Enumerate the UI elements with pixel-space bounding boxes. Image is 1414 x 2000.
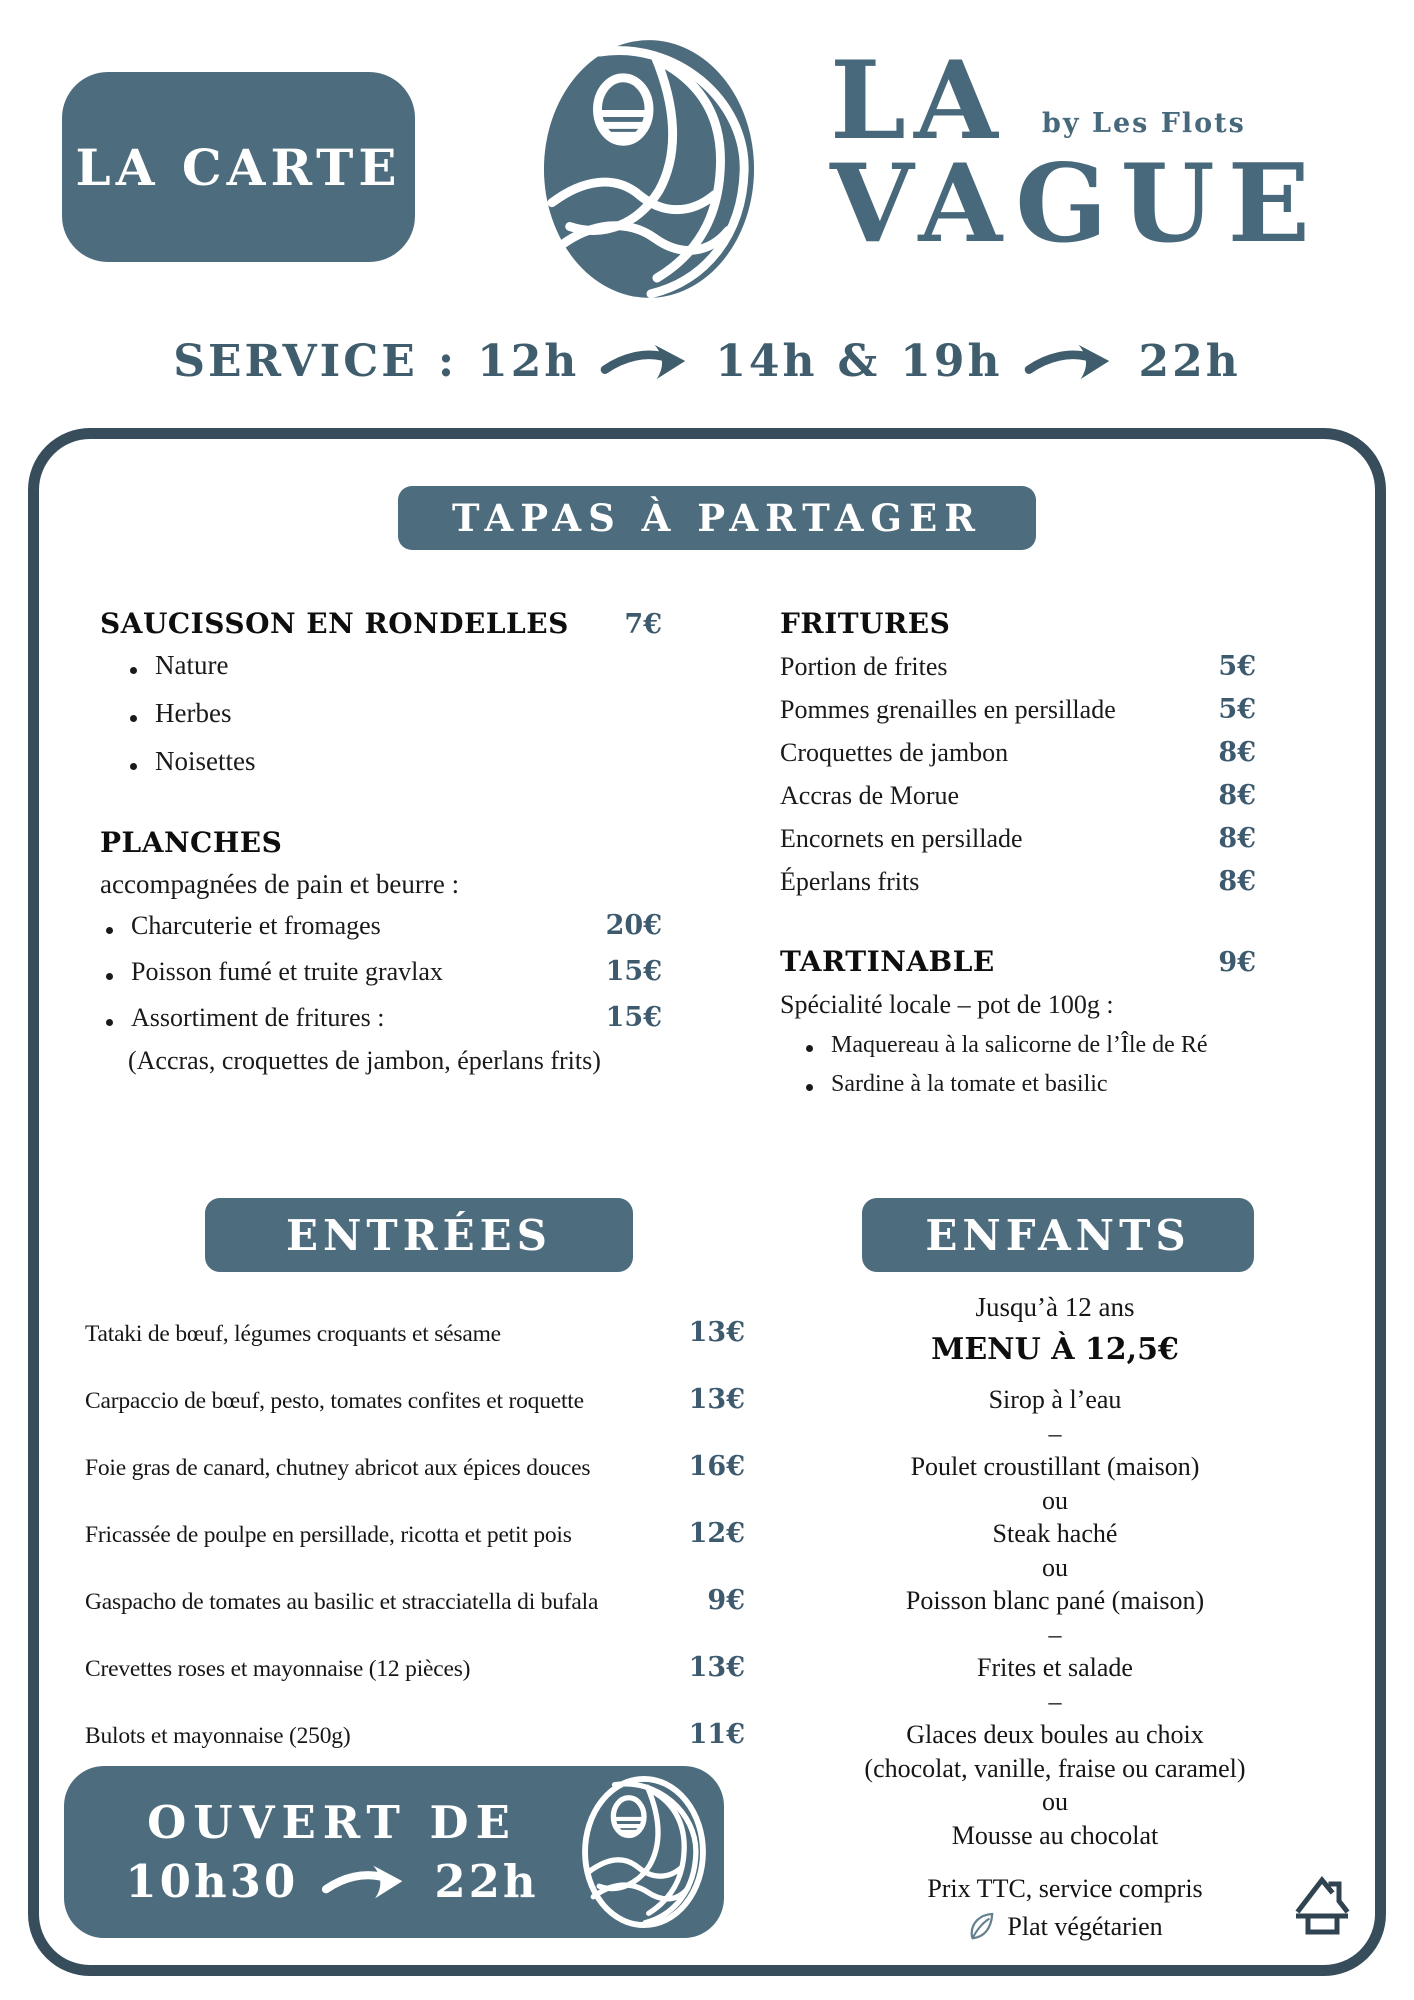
menu-item-row — [780, 779, 1256, 812]
bullet-dot-icon — [806, 1084, 813, 1091]
entrees-banner-label: ENTRÉES — [286, 1210, 552, 1260]
wave-sun-logo-outline-icon — [578, 1773, 710, 1931]
bullet-dot-icon — [106, 973, 113, 980]
opening-hours-text — [86, 1796, 578, 1908]
enfants-banner-label: ENFANTS — [925, 1210, 1191, 1260]
tapas-banner-label: TAPAS À PARTAGER — [452, 496, 982, 540]
veggie-note: Plat végétarien — [1007, 1912, 1163, 1941]
service-time-4: 22h — [1138, 336, 1241, 387]
list-item — [124, 650, 256, 681]
menu-item-label: Carpaccio de bœuf, pesto, tomates confites et roquette — [85, 1388, 584, 1414]
menu-item-price: 8€ — [1218, 780, 1256, 811]
menu-item-row — [780, 865, 1256, 898]
list-item — [800, 1032, 1268, 1059]
menu-item-row — [780, 822, 1256, 855]
saucisson-price: 7€ — [624, 609, 662, 640]
list-item — [800, 1071, 1268, 1098]
brand-line-la: LA — [830, 38, 1006, 164]
saucisson-list — [124, 650, 256, 794]
menu-item-price: 12€ — [688, 1518, 745, 1549]
menu-item-label: Portion de frites — [780, 652, 948, 681]
bullet-dot-icon — [130, 667, 137, 674]
enfants-menu-line: ou — [1042, 1485, 1068, 1515]
saucisson-title: SAUCISSON EN RONDELLES — [100, 607, 569, 640]
list-item-label: Sardine à la tomate et basilic — [831, 1071, 1108, 1097]
menu-item-row — [780, 693, 1256, 726]
list-item-label: Noisettes — [155, 746, 256, 776]
menu-item-row — [780, 650, 1256, 683]
menu-item-price: 8€ — [1218, 866, 1256, 897]
menu-item-row — [85, 1383, 745, 1418]
price-note: Prix TTC, service compris — [927, 1874, 1203, 1903]
enfants-menu-block — [805, 1292, 1305, 1852]
la-carte-badge — [62, 72, 415, 262]
list-item — [124, 746, 256, 777]
enfants-menu-line: Mousse au chocolat — [951, 1820, 1159, 1850]
menu-item-label: Croquettes de jambon — [780, 738, 1009, 767]
menu-item-label: Fricassée de poulpe en persillade, ricotta et petit pois — [85, 1522, 572, 1548]
service-time-2: 14h — [715, 336, 818, 387]
menu-item-price: 20€ — [605, 910, 662, 941]
enfants-age-note: Jusqu’à 12 ans — [975, 1292, 1135, 1322]
tartinable-header-row — [780, 945, 1256, 978]
list-item-label: Nature — [155, 650, 229, 680]
right-arrow-icon — [599, 341, 695, 383]
service-hours-line — [0, 336, 1414, 387]
bullet-dot-icon — [130, 715, 137, 722]
menu-item-label: Accras de Morue — [780, 781, 960, 810]
menu-item-label: Assortiment de fritures : — [131, 1003, 385, 1032]
bullet-dot-icon — [130, 763, 137, 770]
fritures-title: FRITURES — [780, 607, 951, 640]
tartinable-title: TARTINABLE — [780, 945, 995, 978]
menu-item-row — [85, 1517, 745, 1552]
fritures-list — [780, 650, 1256, 908]
menu-item-row — [85, 1316, 745, 1351]
enfants-menu-line: – — [1048, 1686, 1062, 1716]
menu-item-label: Bulots et mayonnaise (250g) — [85, 1723, 351, 1749]
service-ampersand: & — [837, 336, 881, 387]
opening-hours-line2 — [86, 1855, 578, 1908]
planches-title: PLANCHES — [100, 826, 283, 859]
planches-note: (Accras, croquettes de jambon, éperlans frits) — [128, 1046, 601, 1075]
enfants-menu-lines — [805, 1383, 1305, 1852]
bullet-dot-icon — [106, 927, 113, 934]
menu-item-label: Crevettes roses et mayonnaise (12 pièces) — [85, 1656, 471, 1682]
menu-item-row — [85, 1450, 745, 1485]
opening-hours-badge — [64, 1766, 724, 1938]
byline: by Les Flots — [1042, 108, 1246, 139]
enfants-menu-line: – — [1048, 1619, 1062, 1649]
enfants-menu-line: Glaces deux boules au choix — [906, 1720, 1204, 1749]
menu-item-price: 16€ — [688, 1451, 745, 1482]
menu-item-price: 13€ — [688, 1317, 745, 1348]
menu-item-price: 11€ — [688, 1719, 745, 1750]
right-arrow-icon — [1023, 341, 1119, 383]
service-label: SERVICE — [173, 336, 418, 387]
enfants-menu-line: Sirop à l’eau — [988, 1385, 1122, 1414]
enfants-menu-title: MENU À 12,5€ — [931, 1332, 1179, 1367]
enfants-menu-line: Poisson blanc pané (maison) — [905, 1586, 1205, 1615]
enfants-menu-line: Poulet croustillant (maison) — [910, 1452, 1200, 1481]
planches-subtitle: accompagnées de pain et beurre : — [100, 869, 460, 899]
enfants-menu-line: ou — [1042, 1787, 1068, 1816]
list-item-label: Maquereau à la salicorne de l’Île de Ré — [831, 1032, 1208, 1058]
wave-sun-logo-icon — [540, 33, 758, 305]
footer-notes — [815, 1874, 1315, 1943]
service-time-1: 12h — [477, 336, 580, 387]
menu-item-price: 9€ — [707, 1585, 745, 1616]
menu-item-row — [85, 1584, 745, 1619]
section-banner-entrees — [205, 1198, 633, 1272]
tartinable-list — [800, 1032, 1268, 1110]
menu-item-price: 5€ — [1218, 651, 1256, 682]
menu-item-price: 5€ — [1218, 694, 1256, 725]
entrees-list — [85, 1316, 745, 1785]
house-icon — [1294, 1872, 1350, 1940]
menu-item-label: Encornets en persillade — [780, 824, 1023, 853]
brand-title — [830, 38, 1323, 267]
menu-item-label: Tataki de bœuf, légumes croquants et sésame — [85, 1321, 501, 1347]
saucisson-header-row — [100, 607, 662, 640]
bullet-dot-icon — [806, 1045, 813, 1052]
opening-from: 10h30 — [125, 1855, 299, 1908]
service-colon: : — [437, 336, 458, 387]
right-arrow-icon — [314, 1862, 418, 1902]
enfants-menu-line: (chocolat, vanille, fraise ou caramel) — [864, 1753, 1246, 1783]
menu-item-label: Foie gras de canard, chutney abricot aux épices douces — [85, 1455, 591, 1481]
menu-item-label: Pommes grenailles en persillade — [780, 695, 1116, 724]
menu-item-price: 15€ — [605, 956, 662, 987]
section-banner-enfants — [862, 1198, 1254, 1272]
tartinable-price: 9€ — [1218, 947, 1256, 978]
opening-to: 22h — [434, 1855, 539, 1908]
list-item — [124, 698, 256, 729]
service-time-3: 19h — [900, 336, 1003, 387]
menu-item-row — [85, 1718, 745, 1753]
menu-item-price: 13€ — [688, 1652, 745, 1683]
section-banner-tapas — [398, 486, 1036, 550]
menu-item-price: 8€ — [1218, 737, 1256, 768]
enfants-menu-line: ou — [1042, 1552, 1068, 1582]
menu-item-label: Gaspacho de tomates au basilic et stracciatella di bufala — [85, 1589, 599, 1615]
enfants-menu-line: Steak haché — [992, 1519, 1118, 1548]
menu-item-label: Poisson fumé et truite gravlax — [131, 957, 443, 986]
menu-item-label: Éperlans frits — [780, 867, 920, 896]
la-carte-label: LA CARTE — [75, 137, 402, 197]
bullet-dot-icon — [106, 1019, 113, 1026]
leaf-icon — [967, 1911, 995, 1943]
menu-item-row — [85, 1651, 745, 1686]
opening-hours-line1: OUVERT DE — [147, 1796, 517, 1849]
planches-list — [100, 910, 662, 1048]
menu-item-price: 15€ — [605, 1002, 662, 1033]
enfants-menu-line: – — [1048, 1418, 1062, 1448]
veggie-note-line — [815, 1911, 1315, 1943]
menu-item-row — [100, 910, 662, 941]
menu-item-label: Charcuterie et fromages — [131, 911, 381, 940]
brand-line-vague: VAGUE — [830, 140, 1323, 267]
menu-item-row — [100, 1002, 662, 1033]
tartinable-subtitle: Spécialité locale – pot de 100g : — [780, 990, 1114, 1019]
menu-item-price: 13€ — [688, 1384, 745, 1415]
menu-item-price: 8€ — [1218, 823, 1256, 854]
list-item-label: Herbes — [155, 698, 232, 728]
enfants-menu-line: Frites et salade — [977, 1653, 1133, 1682]
menu-item-row — [780, 736, 1256, 769]
menu-item-row — [100, 956, 662, 987]
